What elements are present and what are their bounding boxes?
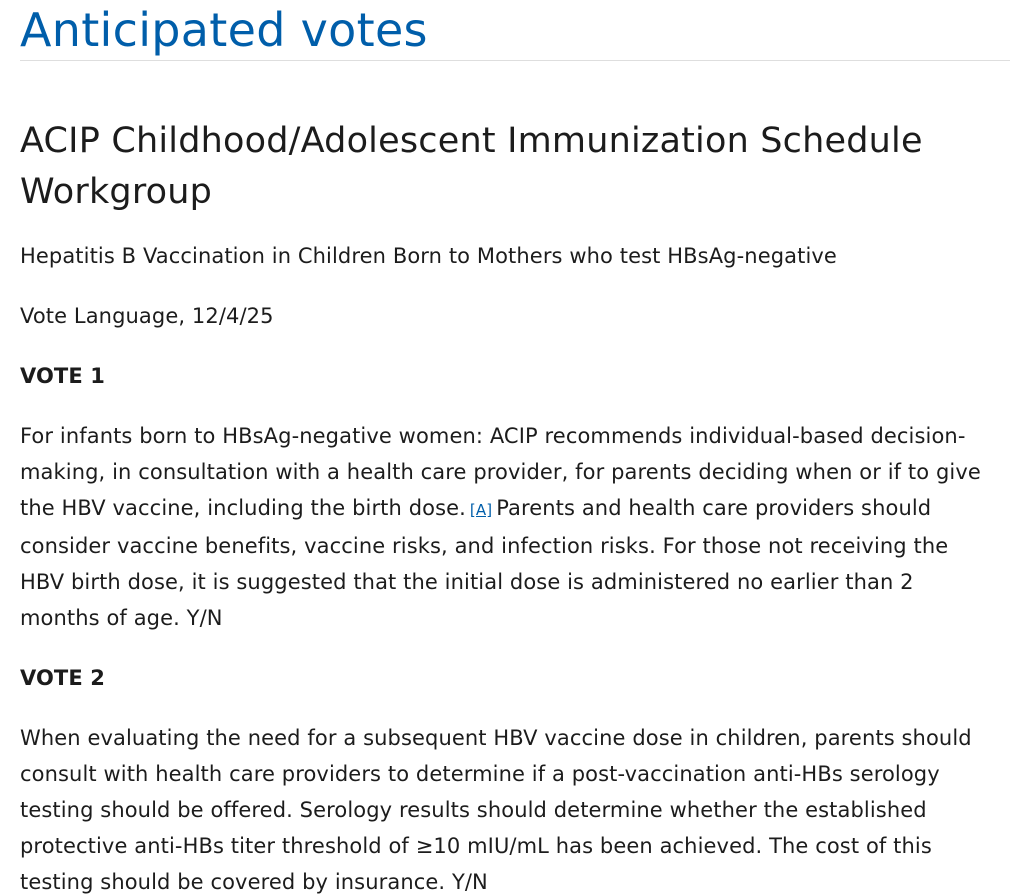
vote-language-date: Vote Language, 12/4/25: [20, 304, 274, 328]
vote-1-heading: VOTE 1: [20, 364, 105, 388]
vote-1-text-part-1: For infants born to HBsAg-negative women: ACIP recommends individual-based decision-making, in consultation with a health care provider, for parents deciding when or if to give the HBV vaccine, including the birth dose.: [20, 424, 981, 520]
workgroup-title: ACIP Childhood/Adolescent Immunization Schedule Workgroup: [20, 121, 923, 212]
section-title: Anticipated votes: [20, 3, 428, 57]
topic-subtitle: Hepatitis B Vaccination in Children Born to Mothers who test HBsAg-negative: [20, 244, 837, 268]
vote-1-text: [20, 418, 994, 636]
vote-1-text-part-2: Parents and health care providers should consider vaccine benefits, vaccine risks, and infection risks. For those not receiving the HBV birth dose, it is suggested that the initial dose is administered no earlier than 2 months of age. Y/N: [20, 496, 949, 630]
vote-2-heading: VOTE 2: [20, 666, 105, 690]
section-divider: [20, 60, 1010, 61]
vote-2-text: When evaluating the need for a subsequent HBV vaccine dose in children, parents should consult with health care providers to determine if a post-vaccination anti-HBs serology testing should be offered. Serology results should determine whether the established protective anti-HBs titer threshold of ≥10 mIU/mL has been achieved. The cost of this testing should be covered by insurance. Y/N: [20, 726, 972, 894]
footnote-a-link[interactable]: [A]: [469, 501, 493, 519]
